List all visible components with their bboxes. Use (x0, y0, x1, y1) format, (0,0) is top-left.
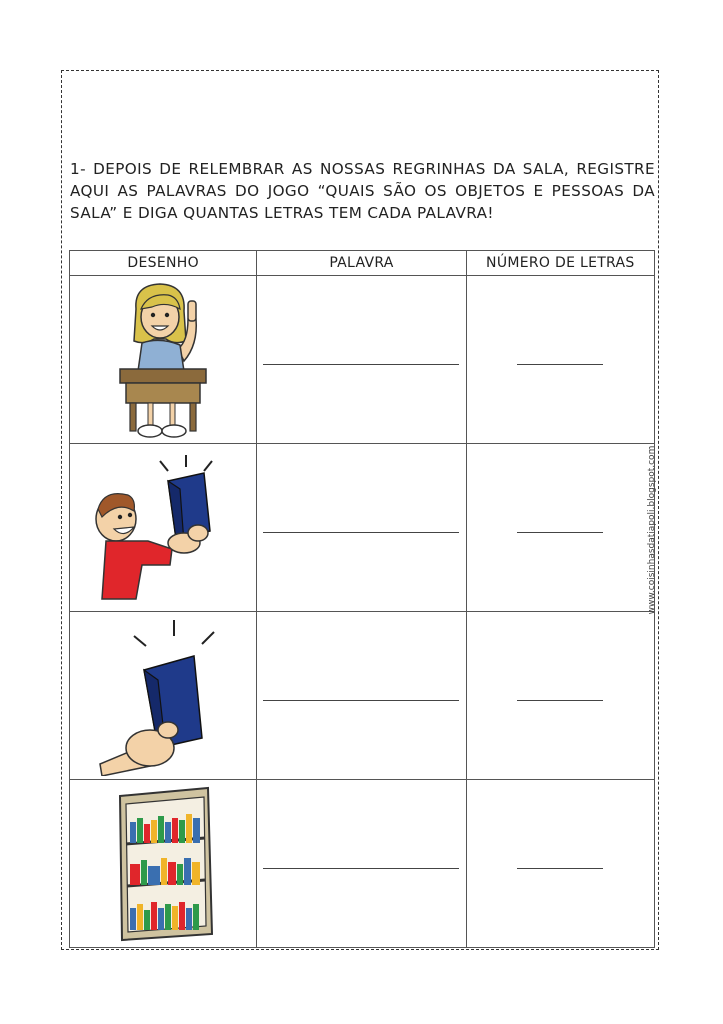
word-answer-line[interactable] (263, 699, 459, 701)
letter-count-answer-line[interactable] (517, 699, 603, 701)
boy-holding-book-illustration (88, 453, 238, 603)
letter-count-answer-line[interactable] (517, 867, 603, 869)
table-row (70, 612, 655, 780)
word-cell[interactable] (257, 612, 466, 780)
letter-count-answer-line[interactable] (517, 363, 603, 365)
table-header-row (70, 251, 655, 276)
instructions-line-2: AQUI AS PALAVRAS DO JOGO “QUAIS SÃO OS OBJETOS E PESSOAS DA (70, 182, 655, 200)
table-row (70, 276, 655, 444)
word-cell[interactable] (257, 780, 466, 948)
drawing-cell (70, 780, 257, 948)
instructions-line-3: SALA” E DIGA QUANTAS LETRAS TEM CADA PALAVRA! (70, 204, 494, 222)
drawing-cell (70, 444, 257, 612)
blog-watermark-vertical (645, 445, 659, 615)
letter-count-cell[interactable] (466, 612, 654, 780)
word-cell[interactable] (257, 276, 466, 444)
word-cell[interactable] (257, 444, 466, 612)
drawing-cell (70, 276, 257, 444)
header-palavra: PALAVRA (257, 251, 466, 276)
instructions-text (70, 158, 655, 224)
letter-count-cell[interactable] (466, 444, 654, 612)
worksheet-table (69, 250, 655, 948)
hand-holding-book-illustration (98, 616, 228, 776)
letter-count-cell[interactable] (466, 276, 654, 444)
word-answer-line[interactable] (263, 531, 459, 533)
header-numero-de-letras: NÚMERO DE LETRAS (466, 251, 654, 276)
letter-count-cell[interactable] (466, 780, 654, 948)
instructions-line-1: 1- DEPOIS DE RELEMBRAR AS NOSSAS REGRINHAS DA SALA, REGISTRE (70, 160, 655, 178)
word-answer-line[interactable] (263, 363, 459, 365)
bookshelf-illustration (108, 784, 218, 944)
table-row (70, 444, 655, 612)
word-answer-line[interactable] (263, 867, 459, 869)
drawing-cell (70, 612, 257, 780)
table-row (70, 780, 655, 948)
girl-at-desk-illustration (108, 279, 218, 441)
blog-url-text: www.coisinhasdatiapoli.blogspot.com (647, 445, 657, 615)
header-desenho: DESENHO (70, 251, 257, 276)
letter-count-answer-line[interactable] (517, 531, 603, 533)
